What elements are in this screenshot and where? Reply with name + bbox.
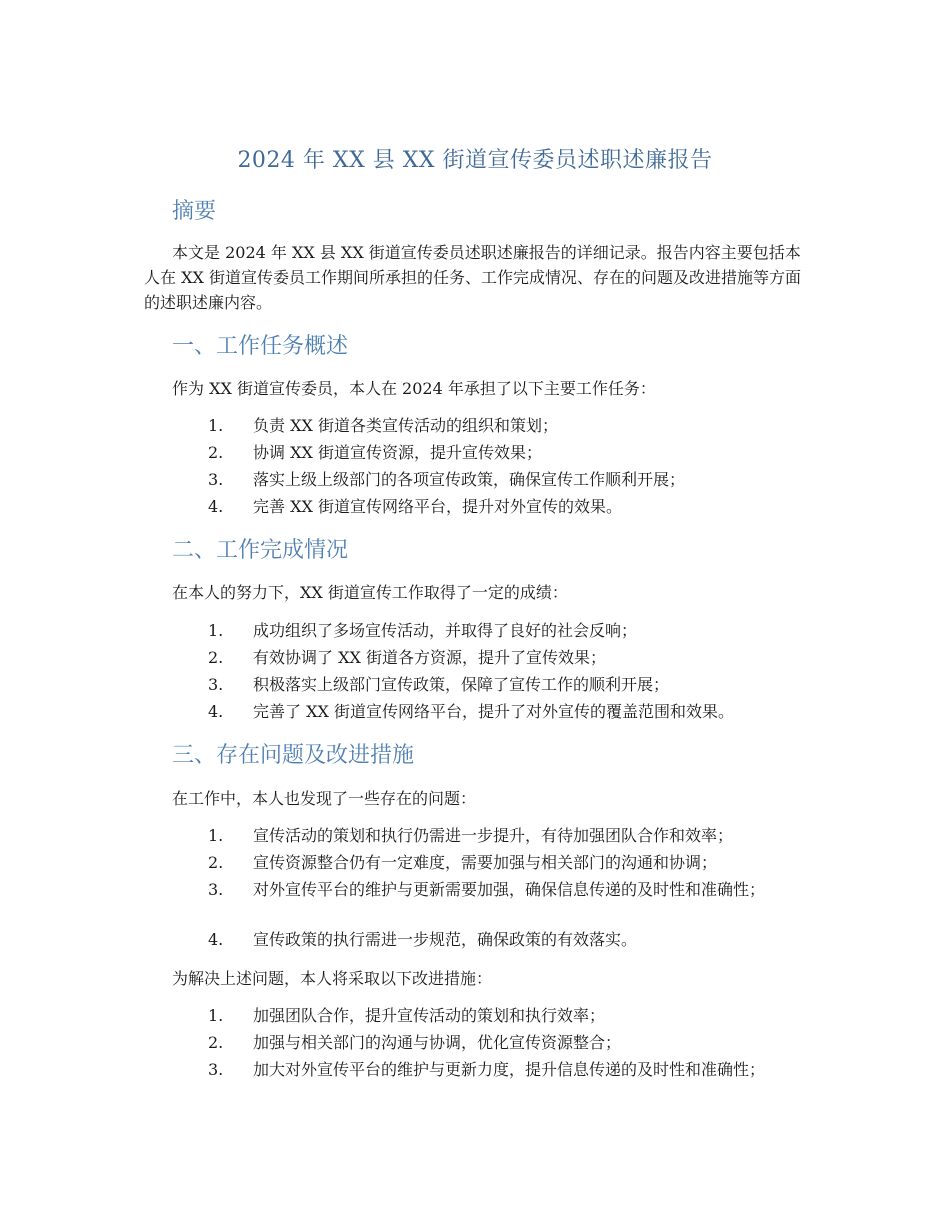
section-intro: 作为 XX 街道宣传委员，本人在 2024 年承担了以下主要工作任务： — [172, 379, 656, 398]
list-item — [172, 671, 812, 698]
abstract-paragraph: 本文是 2024 年 XX 县 XX 街道宣传委员述职述廉报告的详细记录。报告内容主要包括本人在 XX 街道宣传委员工作期间所承担的任务、工作完成情况、存在的问题及改进措施等方面的述职述廉内容。 — [144, 243, 801, 312]
list-text: 负责 XX 街道各类宣传活动的组织和策划； — [253, 416, 558, 435]
list-number: 2. — [208, 1033, 224, 1052]
list-text: 对外宣传平台的维护与更新需要加强，确保信息传递的及时性和准确性； — [253, 880, 766, 899]
list-number: 3. — [208, 880, 224, 899]
list-item — [172, 876, 812, 903]
list-number: 2. — [208, 443, 224, 462]
list-text: 积极落实上级部门宣传政策，保障了宣传工作的顺利开展； — [253, 675, 670, 694]
section-heading: 三、存在问题及改进措施 — [172, 743, 415, 768]
list-number: 1. — [208, 826, 224, 845]
list-text: 宣传活动的策划和执行仍需进一步提升，有待加强团队合作和效率； — [253, 826, 734, 845]
list-number: 1. — [208, 416, 224, 435]
list-text: 加大对外宣传平台的维护与更新力度，提升信息传递的及时性和准确性； — [253, 1060, 766, 1079]
list-text: 宣传资源整合仍有一定难度，需要加强与相关部门的沟通和协调； — [253, 853, 718, 872]
list-item — [172, 926, 812, 953]
list-number: 2. — [208, 648, 224, 667]
list-item — [172, 493, 812, 520]
section-intro: 在本人的努力下，XX 街道宣传工作取得了一定的成绩： — [172, 583, 568, 602]
list-item — [172, 698, 812, 725]
list-text: 加强团队合作，提升宣传活动的策划和执行效率； — [253, 1006, 606, 1025]
list-item — [172, 466, 812, 493]
list-text: 落实上级上级部门的各项宣传政策，确保宣传工作顺利开展； — [253, 470, 686, 489]
list-item — [172, 412, 812, 439]
list-item — [172, 1029, 812, 1056]
list-number: 3. — [208, 675, 224, 694]
list-item — [172, 1002, 812, 1029]
list-text: 完善了 XX 街道宣传网络平台，提升了对外宣传的覆盖范围和效果。 — [253, 702, 734, 721]
list-text: 有效协调了 XX 街道各方资源，提升了宣传效果； — [253, 648, 606, 667]
list-item — [172, 849, 812, 876]
list-item — [172, 617, 812, 644]
document-title: 2024 年 XX 县 XX 街道宣传委员述职述廉报告 — [237, 148, 713, 173]
list-number: 4. — [208, 930, 224, 949]
list-text: 协调 XX 街道宣传资源，提升宣传效果； — [253, 443, 542, 462]
list-item — [172, 1056, 812, 1083]
list-number: 1. — [208, 621, 224, 640]
section-intro: 在工作中，本人也发现了一些存在的问题： — [172, 789, 477, 808]
abstract-heading: 摘要 — [172, 199, 217, 224]
list-text: 宣传政策的执行需进一步规范，确保政策的有效落实。 — [253, 930, 638, 949]
list-number: 2. — [208, 853, 224, 872]
list-text: 成功组织了多场宣传活动，并取得了良好的社会反响； — [253, 621, 638, 640]
list-item — [172, 644, 812, 671]
section-intro: 为解决上述问题，本人将采取以下改进措施： — [172, 969, 493, 988]
list-number: 3. — [208, 470, 224, 489]
list-number: 3. — [208, 1060, 224, 1079]
list-number: 4. — [208, 497, 224, 516]
list-item — [172, 439, 812, 466]
section-heading: 一、工作任务概述 — [172, 334, 349, 359]
list-text: 加强与相关部门的沟通与协调，优化宣传资源整合； — [253, 1033, 622, 1052]
list-item — [172, 822, 812, 849]
list-text: 完善 XX 街道宣传网络平台，提升对外宣传的效果。 — [253, 497, 622, 516]
list-number: 1. — [208, 1006, 224, 1025]
list-number: 4. — [208, 702, 224, 721]
section-heading: 二、工作完成情况 — [172, 538, 349, 563]
